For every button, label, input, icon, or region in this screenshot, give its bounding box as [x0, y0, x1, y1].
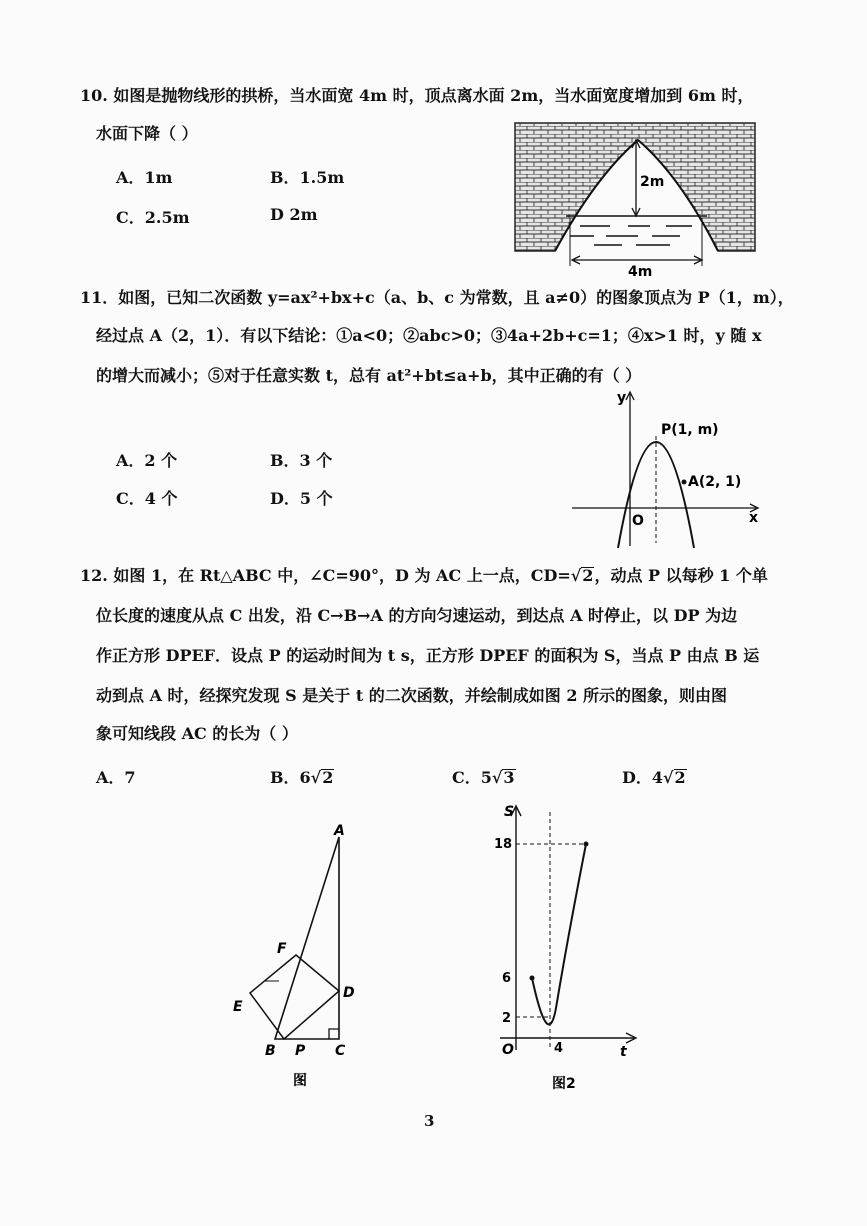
q12-stem-line5: 象可知线段 AC 的长为（ ）	[96, 724, 298, 743]
t-axis-label: t	[620, 1044, 627, 1060]
q10-stem-line1: 10. 如图是抛物线形的拱桥，当水面宽 4m 时，顶点离水面 2m，当水面宽度增加到 6m 时，	[80, 86, 754, 105]
q11-stem-line2: 经过点 A（2，1）．有以下结论：①a<0；②abc>0；③4a+2b+c=1；④x>1 时，y 随 x	[96, 326, 762, 345]
s-t-graph	[490, 800, 650, 1100]
q10-option-d[interactable]: D 2m	[270, 205, 318, 224]
tick-18: 18	[494, 837, 513, 852]
label-c: C	[335, 1043, 346, 1059]
sqrt-radicand: 2	[582, 566, 594, 585]
tick-6: 6	[502, 971, 512, 986]
q11-option-d[interactable]: D．5 个	[270, 489, 333, 508]
triangle-square-figure	[225, 815, 365, 1095]
label-d: D	[343, 985, 355, 1001]
label-p: P	[295, 1043, 306, 1059]
q11-option-a[interactable]: A．2 个	[116, 451, 178, 470]
q10-option-a[interactable]: A．1m	[116, 168, 173, 187]
label-b: B	[265, 1043, 276, 1059]
s-axis-label: S	[504, 804, 515, 820]
page-number: 3	[424, 1112, 435, 1130]
q11-stem-line1: 11．如图，已知二次函数 y=ax²+bx+c（a、b、c 为常数，且 a≠0）的图象顶点为 P（1，m），	[80, 288, 794, 307]
square-dpef	[250, 955, 339, 1039]
parabola-graph	[566, 388, 766, 548]
q11-stem-line3: 的增大而减小；⑤对于任意实数 t，总有 at²+bt≤a+b，其中正确的有（ ）	[96, 366, 642, 385]
q12-stem-line1: 12. 如图 1，在 Rt△ABC 中，∠C=90°，D 为 AC 上一点，CD=√2，动点 P 以每秒 1 个单	[80, 566, 768, 585]
origin-label: O	[632, 513, 644, 529]
figure1-caption: 图	[293, 1073, 307, 1089]
tick-4: 4	[554, 1041, 564, 1056]
q12-option-c[interactable]: C．5√3	[452, 768, 515, 787]
q10-stem-line2: 水面下降（ ）	[96, 124, 198, 143]
height-label: 2m	[640, 174, 665, 190]
q10-option-c[interactable]: C．2.5m	[116, 208, 190, 227]
label-f: F	[277, 941, 287, 957]
tick-2: 2	[502, 1011, 512, 1026]
y-axis-label: y	[617, 390, 627, 406]
q11-option-c[interactable]: C．4 个	[116, 489, 178, 508]
s-curve	[532, 844, 586, 1024]
arch-bridge-figure	[510, 118, 770, 280]
q12-option-d[interactable]: D．4√2	[622, 768, 686, 787]
q11-option-b[interactable]: B．3 个	[270, 451, 333, 470]
triangle-abc	[275, 837, 339, 1039]
q12-stem-line2: 位长度的速度从点 C 出发，沿 C→B→A 的方向匀速运动，到达点 A 时停止，以 DP 为边	[96, 606, 738, 625]
water-waves	[570, 226, 692, 245]
point-a-dot	[682, 480, 687, 485]
right-angle-mark	[329, 1029, 339, 1039]
point-a-label: A(2, 1)	[688, 474, 742, 490]
vertex-label: P(1, m)	[661, 422, 719, 438]
q12-stem-line3: 作正方形 DPEF．设点 P 的运动时间为 t s，正方形 DPEF 的面积为 S，当点 P 由点 B 运	[96, 646, 760, 665]
origin-label-2: O	[502, 1042, 514, 1058]
label-e: E	[233, 999, 243, 1015]
q10-option-b[interactable]: B．1.5m	[270, 168, 345, 187]
label-a: A	[334, 823, 345, 839]
q12-stem-line4: 动到点 A 时，经探究发现 S 是关于 t 的二次函数，并绘制成如图 2 所示的图象，则由图	[96, 686, 728, 705]
x-axis-label: x	[749, 510, 759, 526]
width-label: 4m	[628, 264, 653, 280]
figure2-caption: 图2	[552, 1076, 576, 1092]
q12-option-b[interactable]: B．6√2	[270, 768, 334, 787]
q12-option-a[interactable]: A．7	[96, 768, 136, 787]
